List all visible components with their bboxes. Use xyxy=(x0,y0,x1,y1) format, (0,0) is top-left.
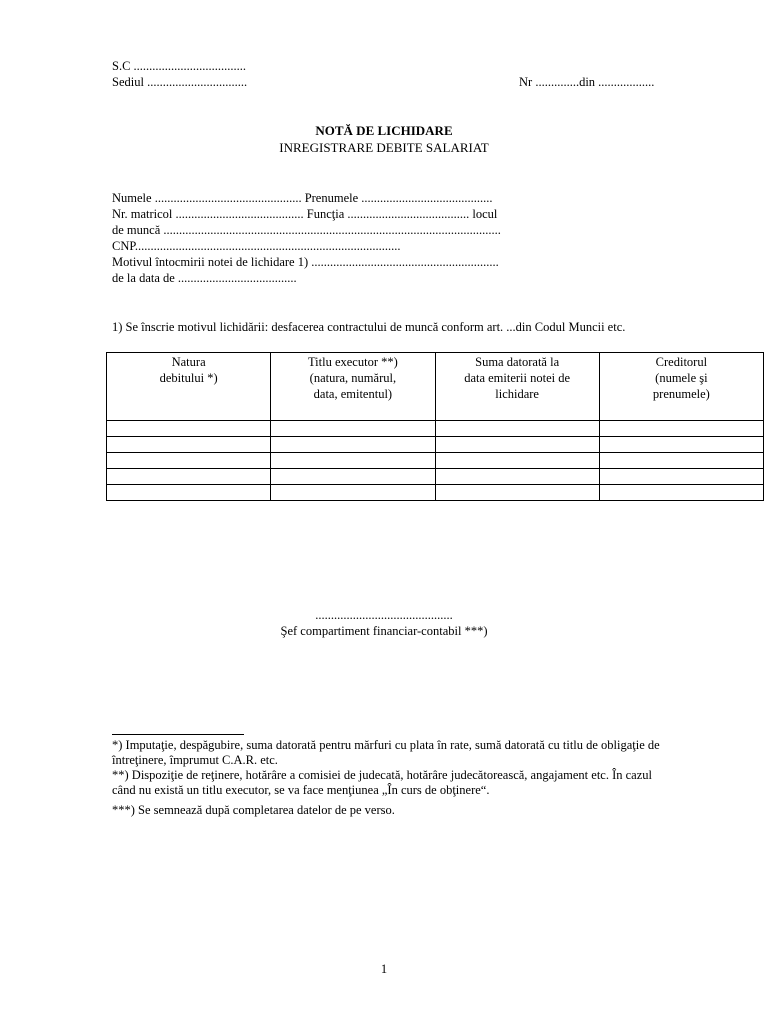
header-suma-datorata: Suma datorată la data emiterii notei de lichidare xyxy=(435,353,599,421)
page-title: NOTĂ DE LICHIDARE xyxy=(315,123,453,138)
table-cell[interactable] xyxy=(599,421,763,437)
table-cell[interactable] xyxy=(599,453,763,469)
table-cell[interactable] xyxy=(271,453,435,469)
table-cell[interactable] xyxy=(599,437,763,453)
table-cell[interactable] xyxy=(435,421,599,437)
debts-table xyxy=(106,352,764,501)
number-date-field: Nr ..............din .................. xyxy=(519,75,655,89)
table-cell[interactable] xyxy=(107,421,271,437)
cnp-field-line: CNP..................................................................................... xyxy=(112,239,401,253)
table-cell[interactable] xyxy=(271,421,435,437)
reason-note: 1) Se înscrie motivul lichidării: desfacerea contractului de muncă conform art. ...din Codul Muncii etc. xyxy=(112,320,626,334)
header-creditorul: Creditorul (numele şi prenumele) xyxy=(599,353,763,421)
footnote-2: **) Dispoziţie de reţinere, hotărâre a comisiei de judecată, hotărâre judecătorească, angajament etc. În cazul când nu există un titlu executor, se va face menţiunea „În curs de obţinere“. xyxy=(112,768,652,797)
page-subtitle: INREGISTRARE DEBITE SALARIAT xyxy=(279,140,489,155)
table-body xyxy=(107,421,764,501)
table-cell[interactable] xyxy=(107,485,271,501)
table-row xyxy=(107,469,764,485)
table-cell[interactable] xyxy=(599,485,763,501)
signature-label: Şef compartiment financiar-contabil ***) xyxy=(280,624,488,638)
company-field: S.C .................................... xyxy=(112,59,247,73)
reason-field-line: Motivul întocmirii notei de lichidare 1) ............................................................ xyxy=(112,255,499,269)
table-row xyxy=(107,437,764,453)
table-cell[interactable] xyxy=(435,437,599,453)
table-row xyxy=(107,485,764,501)
signature-line: ............................................ xyxy=(315,608,453,622)
table-cell[interactable] xyxy=(107,469,271,485)
headquarters-field: Sediul ................................ xyxy=(112,75,248,89)
table-cell[interactable] xyxy=(271,469,435,485)
matricol-field-line: Nr. matricol ......................................... Funcţia ....................................... locul xyxy=(112,207,498,221)
footnote-divider xyxy=(112,734,244,735)
header-titlu-executor: Titlu executor **) (natura, numărul, data, emitentul) xyxy=(271,353,435,421)
table-cell[interactable] xyxy=(435,453,599,469)
workplace-field-line: de muncă ............................................................................................................ xyxy=(112,223,501,237)
footnote-1: *) Imputaţie, despăgubire, suma datorată pentru mărfuri cu plata în rate, sumă datorată cu titlu de obligaţie de întreţinere, împrumut C.A.R. etc. xyxy=(112,738,660,767)
header-natura: Natura debitului *) xyxy=(107,353,271,421)
table-row xyxy=(107,453,764,469)
table-cell[interactable] xyxy=(271,485,435,501)
table-cell[interactable] xyxy=(107,437,271,453)
table-cell[interactable] xyxy=(107,453,271,469)
table-header-row xyxy=(107,353,764,421)
table-cell[interactable] xyxy=(435,485,599,501)
table-row xyxy=(107,421,764,437)
page-number: 1 xyxy=(380,962,388,976)
name-field-line: Numele ............................................... Prenumele .......................................... xyxy=(112,191,493,205)
table-cell[interactable] xyxy=(435,469,599,485)
date-field-line: de la data de ...................................... xyxy=(112,271,297,285)
table-cell[interactable] xyxy=(599,469,763,485)
table-cell[interactable] xyxy=(271,437,435,453)
footnote-3: ***) Se semnează după completarea datelor de pe verso. xyxy=(112,803,395,817)
